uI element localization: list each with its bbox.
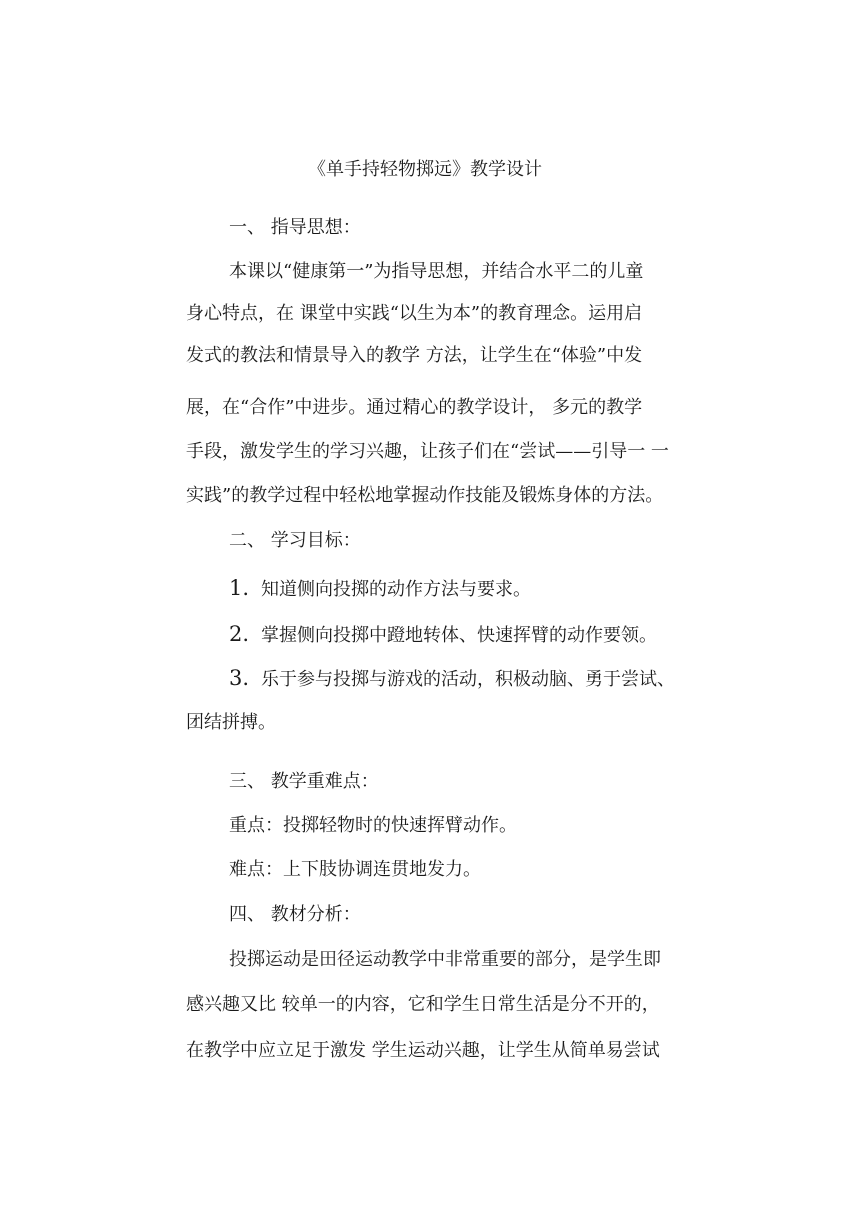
document-title: 《单手持轻物掷远》教学设计 [308,159,542,180]
list-item [229,622,657,648]
list-item-number: 1. [229,576,250,600]
paragraph-line: 身心特点，在 课堂中实践“以生为本”的教育理念。运用启 [186,303,643,324]
paragraph-line: 投掷运动是田径运动教学中非常重要的部分，是学生即 [229,949,661,970]
key-point: 重点：投掷轻物时的快速挥臂动作。 [229,815,517,836]
paragraph-line: 手段，激发学生的学习兴趣，让孩子们在“尝试——引导一 一 [186,441,669,462]
list-item-text: 掌握侧向投掷中蹬地转体、快速挥臂的动作要领。 [261,625,658,646]
list-item [229,576,531,602]
list-item-number: 2. [229,622,250,646]
list-item [229,666,675,692]
paragraph-line: 感兴趣又比 较单一的内容，它和学生日常生活是分不开的， [186,994,660,1015]
paragraph-line: 展，在“合作”中进步。通过精心的教学设计， 多元的教学 [186,397,643,418]
section-heading-guiding-ideology: 一、 指导思想： [229,217,361,238]
difficult-point: 难点：上下肢协调连贯地发力。 [229,859,481,880]
section-heading-learning-goals: 二、 学习目标： [229,530,361,551]
list-item-text: 知道侧向投掷的动作方法与要求。 [261,579,532,600]
paragraph-line: 本课以“健康第一”为指导思想，并结合水平二的儿童 [229,261,644,282]
section-heading-material-analysis: 四、 教材分析： [229,904,361,925]
paragraph-line: 在教学中应立足于激发 学生运动兴趣，让学生从简单易尝试 [186,1040,660,1061]
list-item-text: 乐于参与投掷与游戏的活动，积极动脑、勇于尝试、 [261,669,676,690]
paragraph-line: 实践”的教学过程中轻松地掌握动作技能及锻炼身体的方法。 [186,485,664,506]
list-item-number: 3. [229,666,250,690]
paragraph-line: 发式的教法和情景导入的教学 方法，让学生在“体验”中发 [186,345,643,366]
section-heading-key-difficult-points: 三、 教学重难点： [229,771,379,792]
list-item-continuation: 团结拼搏。 [186,712,276,733]
